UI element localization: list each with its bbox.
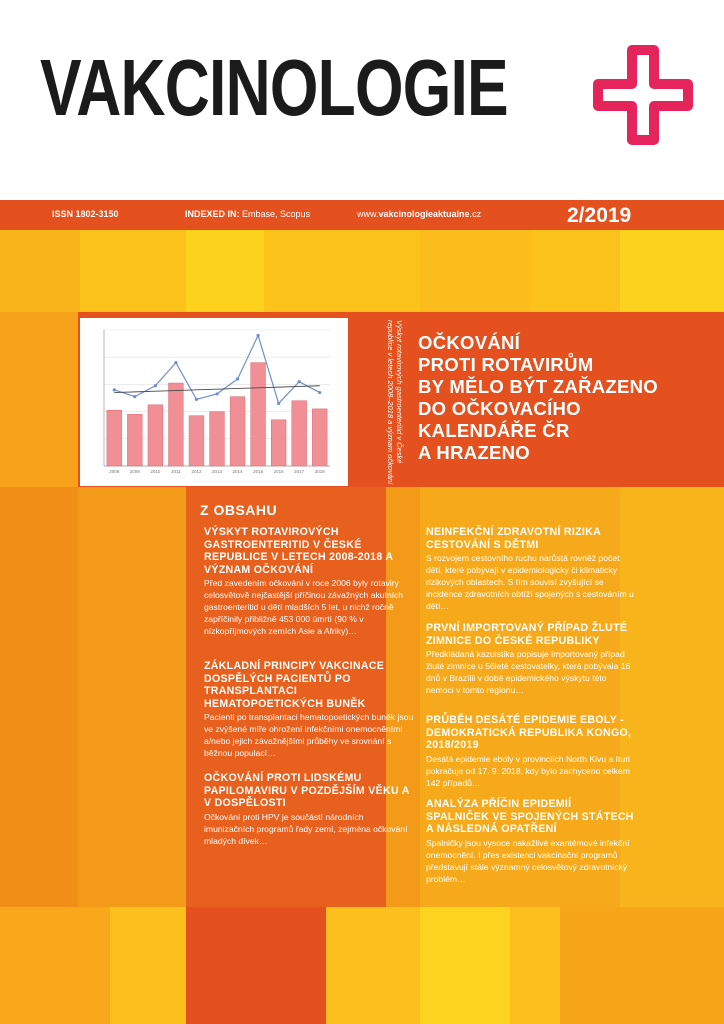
bg-block <box>420 907 510 1024</box>
chart-point <box>277 402 280 405</box>
issue-number: 2/2019 <box>567 204 632 227</box>
chart-point <box>113 388 116 391</box>
rotavirus-chart <box>80 318 348 486</box>
feature-title-line: DO OČKOVACÍHO <box>418 398 581 419</box>
chart-point <box>174 361 177 364</box>
tick-label: 2012 <box>191 469 202 474</box>
chart-bar <box>127 414 142 466</box>
article-title: ANALÝZA PŘÍČIN EPIDEMIÍ SPALNIČEK VE SPOJENÝCH STÁTECH A NÁSLEDNÁ OPATŘENÍ <box>426 798 634 835</box>
tick-label: 2016 <box>273 469 284 474</box>
article-title: PRŮBĚH DESÁTÉ EPIDEMIE EBOLY - DEMOKRATICKÁ REPUBLIKA KONGO, 2018/2019 <box>426 714 632 751</box>
chart-bar <box>312 409 327 466</box>
bg-block <box>0 907 110 1024</box>
article-abstract: Pacienti po transplantaci hematopoetických buněk jsou ve zvýšené míře ohrožení infekčními onemocněními a/nebo jejich závažnějšími průběhy ve srovnání s běžnou populací… <box>204 712 414 758</box>
tick-label: 2018 <box>314 469 325 474</box>
web-prefix: www. <box>357 209 379 219</box>
article[interactable] <box>426 526 636 612</box>
tick-label: 2009 <box>129 469 140 474</box>
tick-label: 2017 <box>294 469 305 474</box>
article-title: OČKOVÁNÍ PROTI LIDSKÉMU PAPILOMAVIRU V POZDĚJŠÍM VĚKU A V DOSPĚLOSTI <box>204 772 410 809</box>
masthead <box>0 0 724 200</box>
article-title: NEINFEKČNÍ ZDRAVOTNÍ RIZIKA CESTOVÁNÍ S DĚTMI <box>426 526 601 551</box>
bg-block <box>0 230 80 312</box>
journal-title: VAKCINOLOGIE <box>40 43 508 132</box>
contents-heading: Z OBSAHU <box>200 502 278 518</box>
web-suffix: .cz <box>469 209 482 219</box>
bg-block <box>420 230 530 312</box>
article[interactable] <box>426 798 636 885</box>
chart-point <box>154 384 157 387</box>
chart-caption: Výskyt rotavirových gastroenteritid v České republice v letech 2008–2018 a význam očkování <box>385 320 404 485</box>
article-abstract: Spalničky jsou vysoce nakažlivé exantémové infekční onemocnění. I přes existenci vakcinační programů představují stále významný celosvětový zdravotnický problém… <box>426 837 630 884</box>
bg-block <box>560 907 724 1024</box>
article-abstract: S rozvojem cestovního ruchu narůstá rovněž počet dětí, které pobývají v epidemiologicky či klimaticky rizikových oblastech. S tím souvisí zvyšující se incidence zdravotních obtíží spojených s cestováním u dětí… <box>426 553 634 611</box>
tick-label: 2015 <box>253 469 264 474</box>
chart-point <box>256 334 259 337</box>
bg-block <box>620 230 724 312</box>
chart-bar <box>210 412 225 466</box>
chart-point <box>236 377 239 380</box>
indexed-in <box>185 209 310 219</box>
chart-panel <box>80 318 348 486</box>
chart-bar <box>251 363 266 466</box>
chart-bar <box>107 410 122 466</box>
chart-bar <box>271 420 286 466</box>
tick-label: 2008 <box>109 469 120 474</box>
article-abstract: Očkování proti HPV je součástí národních imunizačních programů řady zemí, zejména očkování mladých dívek… <box>204 811 408 846</box>
bg-block <box>0 230 724 312</box>
chart-bar <box>189 416 204 466</box>
chart-point <box>215 392 218 395</box>
chart-bar <box>230 397 245 466</box>
issn: ISSN 1802-3150 <box>52 209 119 219</box>
chart-line <box>114 386 319 393</box>
chart-point <box>133 395 136 398</box>
article[interactable] <box>426 714 636 789</box>
chart-point <box>318 391 321 394</box>
web-domain: vakcinologieaktualne <box>378 209 470 219</box>
article-abstract: Desátá epidemie eboly v provinciích North Kivu a Ituri pokračuje od 17. 9. 2018, kdy bylo zachyceno celkem 142 případů… <box>426 753 630 788</box>
issue-band <box>0 200 724 230</box>
article[interactable] <box>204 772 414 847</box>
chart-bar <box>169 383 184 466</box>
feature-title-line: KALENDÁŘE ČR <box>418 420 570 441</box>
plus-cross-icon <box>590 42 696 148</box>
feature-title-line: BY MĚLO BÝT ZAŘAZENO <box>418 376 658 397</box>
chart-point <box>195 398 198 401</box>
chart-bar <box>292 401 307 466</box>
article-title: VÝSKYT ROTAVIROVÝCH GASTROENTERITID V ČESKÉ REPUBLICE V LETECH 2008-2018 A VÝZNAM OČKOVÁNÍ <box>204 526 393 576</box>
feature-title-line: A HRAZENO <box>418 442 530 463</box>
article-title: PRVNÍ IMPORTOVANÝ PŘÍPAD ŽLUTÉ ZIMNICE DO ČESKÉ REPUBLIKY <box>426 622 628 647</box>
website[interactable] <box>357 209 481 219</box>
bg-block <box>186 230 264 312</box>
tick-label: 2010 <box>150 469 161 474</box>
tick-label: 2013 <box>211 469 223 474</box>
article[interactable] <box>204 660 414 759</box>
indexed-label: INDEXED IN: <box>185 209 240 219</box>
tick-label: 2011 <box>171 469 181 474</box>
indexed-value: Embase, Scopus <box>242 209 311 219</box>
chart-bar <box>148 405 163 466</box>
feature-title <box>418 332 708 464</box>
bg-block <box>0 312 78 487</box>
article-abstract: Předkládaná kazuistika popisuje importovaný případ žluté zimnice u 56leté cestovatelky, která pobývala 16 dnů v Brazílii v době epidemického výskytu této nemoci v tomto regionu… <box>426 649 631 695</box>
chart-caption-area <box>350 320 408 490</box>
feature-title-line: OČKOVÁNÍ <box>418 332 521 353</box>
article[interactable] <box>204 526 414 637</box>
bg-block <box>186 907 326 1024</box>
article[interactable] <box>426 622 636 696</box>
tick-label: 2014 <box>232 469 243 474</box>
article-title: ZÁKLADNÍ PRINCIPY VAKCINACE DOSPĚLÝCH PACIENTŮ PO TRANSPLANTACI HEMATOPOETICKÝCH BUNĚK <box>204 660 385 710</box>
bg-block <box>0 487 78 907</box>
chart-point <box>298 380 301 383</box>
article-abstract: Před zavedením očkování v roce 2006 byly rotaviry celosvětově nejčastější příčinou závažných akutních gastroenteritid u dětí mladších 5 let, u nichž ročně zapříčinily přibližně 453 000 úmrtí (90 % v nízkopříjmových zemích Asie a Afriky)… <box>204 578 404 636</box>
feature-title-line: PROTI ROTAVIRŮM <box>418 354 594 375</box>
